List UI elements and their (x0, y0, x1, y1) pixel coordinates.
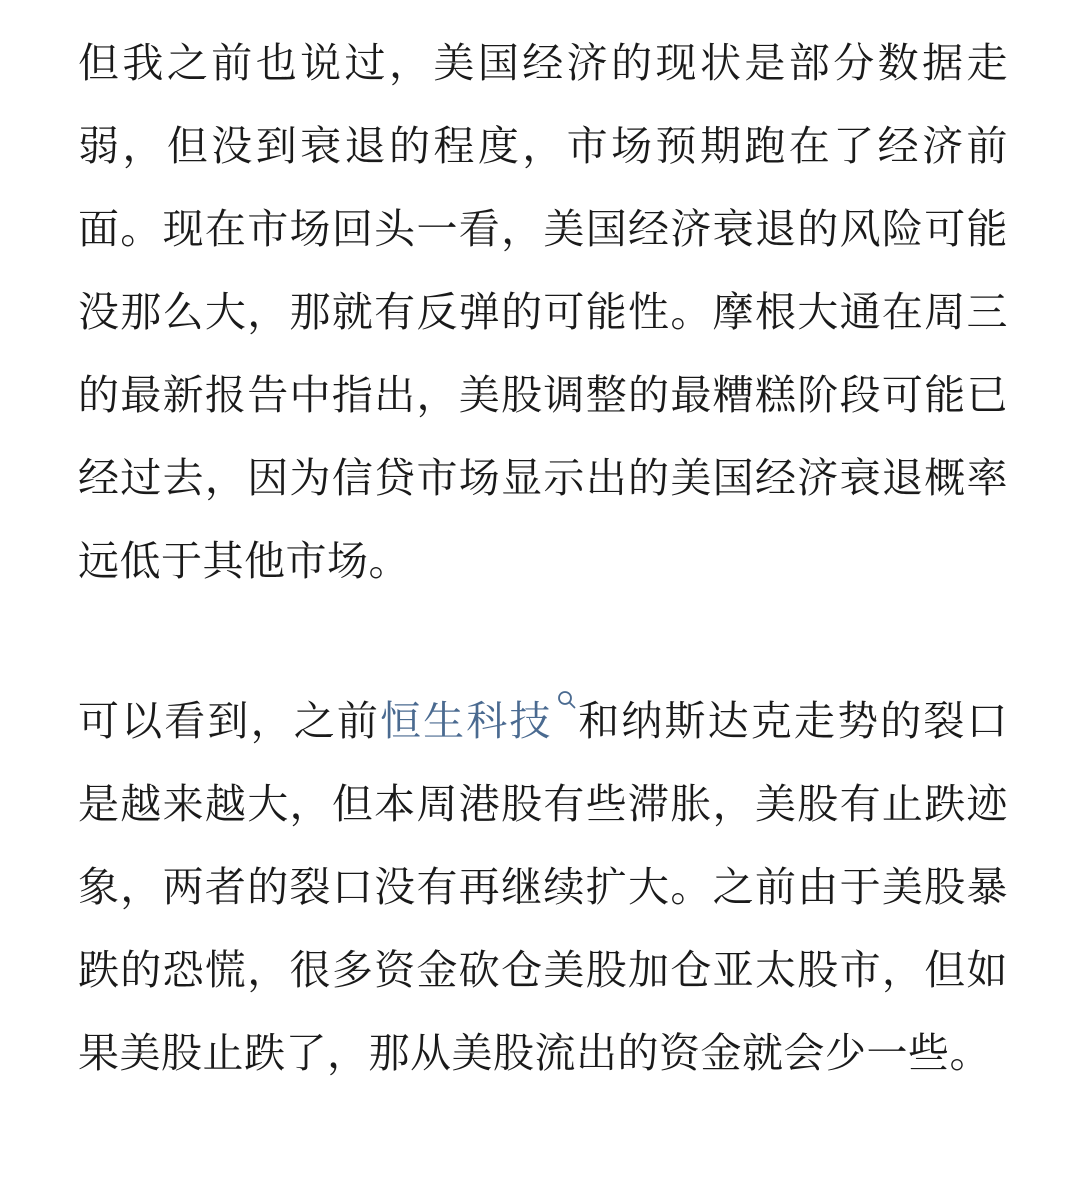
paragraph-1: 但我之前也说过，美国经济的现状是部分数据走弱，但没到衰退的程度，市场预期跑在了经济前面。现在市场回头一看，美国经济衰退的风险可能没那么大，那就有反弹的可能性。摩根大通在周三的最新报告中指出，美股调整的最糟糕阶段可能已经过去，因为信贷市场显示出的美国经济衰退概率远低于其他市场。 (78, 39, 1008, 585)
article-body (78, 22, 1008, 1095)
paragraph-2 (78, 680, 1008, 1095)
search-icon[interactable] (557, 690, 577, 714)
paragraph-2-text-after-link: 和纳斯达克走势的裂口是越来越大，但本周港股有些滞胀，美股有止跌迹象，两者的裂口没有再继续扩大。之前由于美股暴跌的恐慌，很多资金砍仓美股加仓亚太股市，但如果美股止跌了，那从美股流出的资金就会少一些。 (78, 697, 1009, 1077)
paragraph-2-text-before-link: 可以看到，之前 (78, 697, 380, 745)
keyword-link-label[interactable]: 恒生科技 (380, 697, 553, 745)
keyword-link-hang-seng-tech[interactable] (380, 697, 577, 745)
